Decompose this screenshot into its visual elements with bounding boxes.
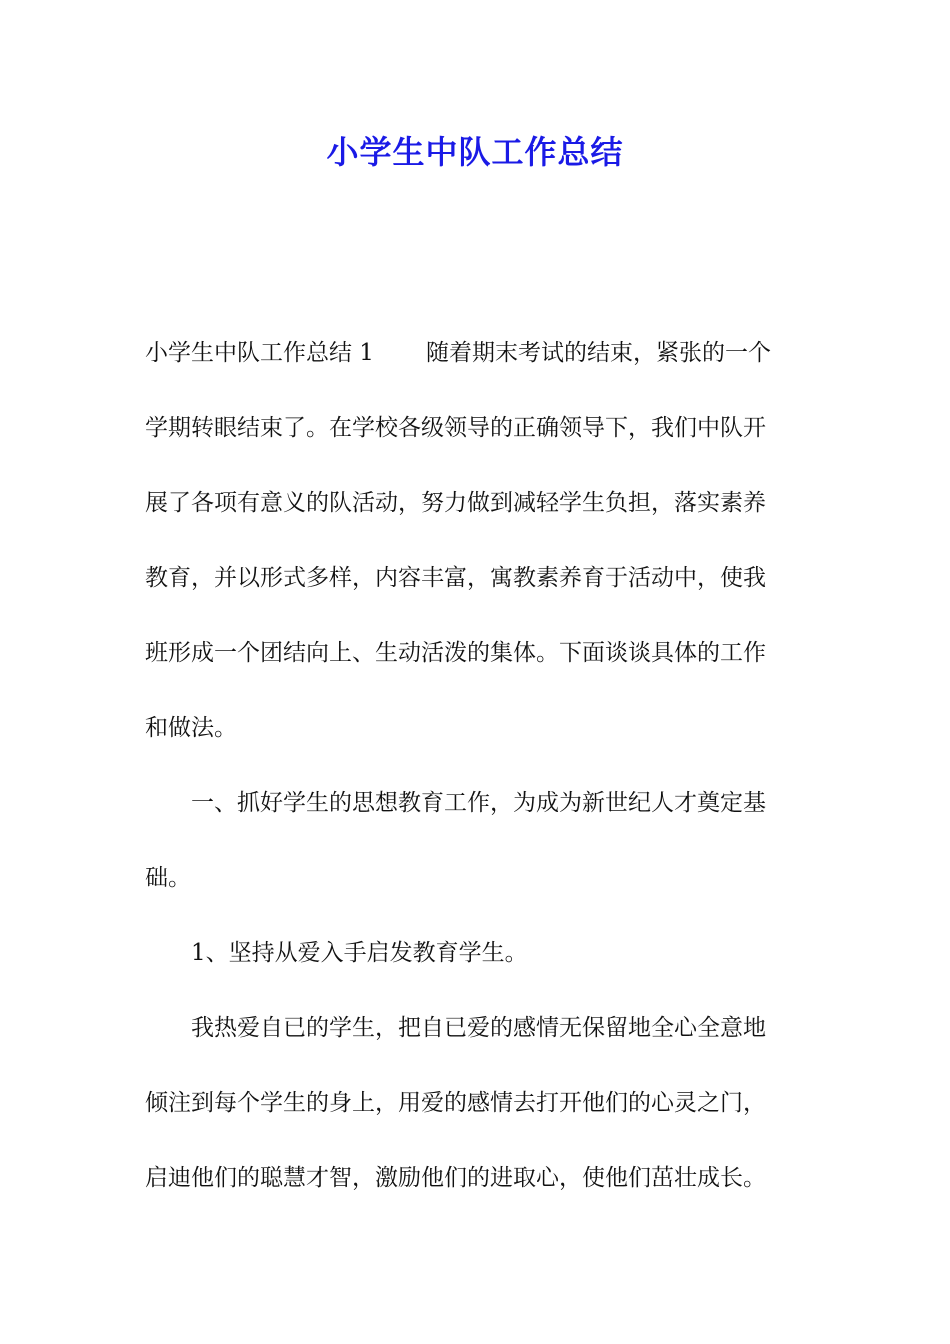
- section-heading-line: 一、抓好学生的思想教育工作，为成为新世纪人才奠定基: [191, 790, 766, 816]
- paragraph-line: 础。: [145, 865, 191, 891]
- paragraph-line: 展了各项有意义的队活动，努力做到减轻学生负担，落实素养: [145, 490, 766, 516]
- paragraph-line: 我热爱自已的学生，把自已爱的感情无保留地全心全意地: [191, 1015, 766, 1041]
- paragraph-line: [145, 338, 805, 368]
- paragraph-line: 班形成一个团结向上、生动活泼的集体。下面谈谈具体的工作: [145, 640, 766, 666]
- paragraph-line: 学期转眼结束了。在学校各级领导的正确领导下，我们中队开: [145, 415, 766, 441]
- paragraph-line: 倾注到每个学生的身上，用爱的感情去打开他们的心灵之门，: [145, 1090, 766, 1116]
- paragraph-line: 教育，并以形式多样，内容丰富，寓教素养育于活动中，使我: [145, 565, 766, 591]
- paragraph-text: 随着期末考试的结束，紧张的一个: [425, 340, 771, 366]
- subsection-heading-line: 1、坚持从爱入手启发教育学生。: [191, 940, 528, 966]
- document-title: 小学生中队工作总结: [326, 133, 624, 171]
- section-heading: 小学生中队工作总结 1: [145, 340, 374, 366]
- document-body: [145, 338, 805, 1238]
- paragraph-line: 和做法。: [145, 715, 237, 741]
- paragraph-line: 启迪他们的聪慧才智，激励他们的进取心，使他们茁壮成长。: [145, 1165, 766, 1191]
